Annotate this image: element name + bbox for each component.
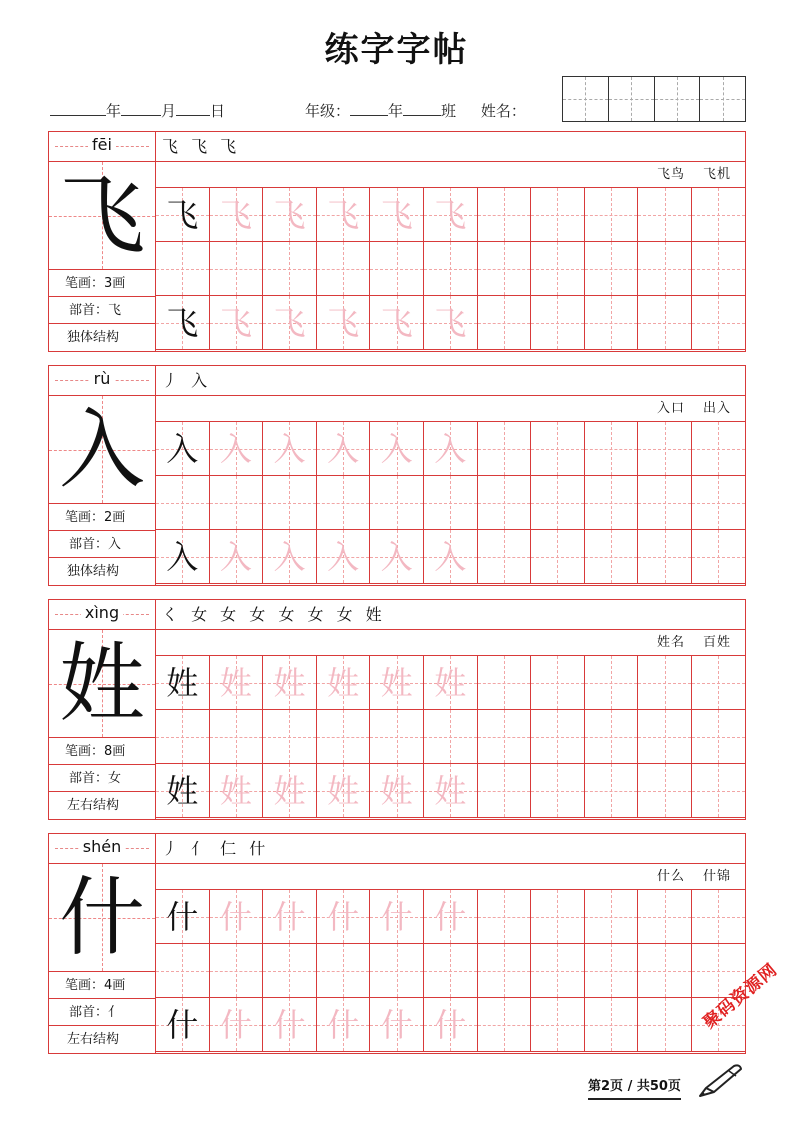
example-word: 飞机 <box>702 167 731 182</box>
practice-cell[interactable] <box>478 296 532 350</box>
practice-cell[interactable] <box>585 998 639 1052</box>
practice-cell[interactable] <box>317 890 371 944</box>
class-label: 班 <box>441 102 457 120</box>
practice-cell[interactable] <box>638 422 692 476</box>
character-info <box>49 600 156 819</box>
practice-cell[interactable] <box>478 944 532 998</box>
practice-cell[interactable] <box>263 656 317 710</box>
practice-cell[interactable] <box>370 656 424 710</box>
example-word: 飞鸟 <box>656 167 685 182</box>
model-character-box <box>49 630 155 738</box>
name-cell[interactable] <box>563 77 609 121</box>
practice-cell[interactable] <box>263 890 317 944</box>
practice-cell[interactable] <box>638 188 692 242</box>
practice-cell[interactable] <box>638 944 692 998</box>
practice-character: 什 <box>166 1006 199 1044</box>
example-word: 百姓 <box>702 635 731 650</box>
grade-blank[interactable] <box>350 101 388 116</box>
example-word: 什锦 <box>702 869 731 884</box>
practice-cell[interactable] <box>370 296 424 350</box>
practice-cell[interactable] <box>263 296 317 350</box>
year-blank[interactable] <box>50 101 106 116</box>
practice-cell[interactable] <box>692 422 746 476</box>
practice-cell[interactable] <box>370 476 424 530</box>
trace-character: 入 <box>327 430 360 468</box>
grade-line <box>305 100 526 121</box>
practice-cell[interactable] <box>263 998 317 1052</box>
practice-character: 入 <box>166 538 199 576</box>
day-blank[interactable] <box>176 101 210 116</box>
practice-cell[interactable] <box>424 764 478 818</box>
practice-cell[interactable] <box>156 656 210 710</box>
practice-cell[interactable] <box>478 710 532 764</box>
trace-character: 飞 <box>380 196 413 234</box>
character-block <box>48 131 746 352</box>
practice-cell[interactable] <box>531 944 585 998</box>
practice-cell[interactable] <box>478 764 532 818</box>
practice-cell[interactable] <box>478 242 532 296</box>
model-character-box <box>49 864 155 972</box>
model-character-box <box>49 396 155 504</box>
example-words <box>156 162 745 188</box>
trace-character: 什 <box>219 898 252 936</box>
practice-cell[interactable] <box>156 530 210 584</box>
trace-character: 入 <box>434 538 467 576</box>
practice-cell[interactable] <box>263 530 317 584</box>
practice-cell[interactable] <box>692 188 746 242</box>
pinyin <box>49 834 155 864</box>
stroke-count: 笔画：4画 <box>49 972 155 999</box>
character-block <box>48 833 746 1054</box>
stroke-order: 丿 亻 仁 什 <box>156 834 745 864</box>
trace-character: 什 <box>380 1006 413 1044</box>
practice-cell[interactable] <box>210 242 264 296</box>
practice-cell[interactable] <box>210 422 264 476</box>
example-word: 出入 <box>702 401 731 416</box>
pinyin-text: xìng <box>81 603 123 622</box>
stroke-order: 丿 入 <box>156 366 745 396</box>
practice-cell[interactable] <box>531 530 585 584</box>
practice-cell[interactable] <box>156 296 210 350</box>
trace-character: 姓 <box>273 772 306 810</box>
practice-cell[interactable] <box>531 296 585 350</box>
practice-cell[interactable] <box>585 188 639 242</box>
structure: 独体结构 <box>67 330 120 345</box>
model-character: 入 <box>59 400 145 500</box>
practice-cell[interactable] <box>424 710 478 764</box>
practice-cell[interactable] <box>263 764 317 818</box>
trace-character: 飞 <box>327 304 360 342</box>
trace-character: 入 <box>273 430 306 468</box>
practice-cell[interactable] <box>692 530 746 584</box>
class-blank[interactable] <box>403 101 441 116</box>
practice-cell[interactable] <box>478 890 532 944</box>
practice-cell[interactable] <box>585 764 639 818</box>
name-label: 姓名： <box>480 102 526 120</box>
trace-character: 入 <box>327 538 360 576</box>
trace-character: 什 <box>327 1006 360 1044</box>
practice-character: 什 <box>166 898 199 936</box>
trace-character: 什 <box>273 898 306 936</box>
practice-cell[interactable] <box>317 710 371 764</box>
trace-character: 飞 <box>434 196 467 234</box>
practice-cell[interactable] <box>424 998 478 1052</box>
practice-cell[interactable] <box>263 242 317 296</box>
character-info <box>49 132 156 351</box>
practice-cell[interactable] <box>156 998 210 1052</box>
month-label: 月 <box>161 102 177 120</box>
practice-cell[interactable] <box>210 890 264 944</box>
practice-cell[interactable] <box>263 476 317 530</box>
pinyin-text: fēi <box>88 135 116 154</box>
practice-cell[interactable] <box>638 656 692 710</box>
practice-cell[interactable] <box>210 710 264 764</box>
practice-cell[interactable] <box>263 944 317 998</box>
practice-cell[interactable] <box>210 296 264 350</box>
practice-cell[interactable] <box>156 242 210 296</box>
structure: 左右结构 <box>67 798 120 813</box>
pinyin-text: shén <box>79 837 125 856</box>
practice-cell[interactable] <box>263 188 317 242</box>
practice-cell[interactable] <box>210 476 264 530</box>
practice-cell[interactable] <box>585 296 639 350</box>
practice-cell[interactable] <box>210 656 264 710</box>
trace-character: 什 <box>327 898 360 936</box>
practice-character: 飞 <box>166 304 199 342</box>
practice-cell[interactable] <box>638 530 692 584</box>
example-words <box>156 396 745 422</box>
practice-cell[interactable] <box>585 656 639 710</box>
practice-cell[interactable] <box>585 242 639 296</box>
practice-cell[interactable] <box>424 476 478 530</box>
month-blank[interactable] <box>121 101 161 116</box>
trace-character: 入 <box>219 430 252 468</box>
practice-cell[interactable] <box>638 476 692 530</box>
trace-character: 飞 <box>327 196 360 234</box>
practice-cell[interactable] <box>370 890 424 944</box>
practice-cell[interactable] <box>317 944 371 998</box>
trace-character: 姓 <box>219 772 252 810</box>
radical: 部首：亻 <box>49 999 155 1026</box>
practice-cell[interactable] <box>424 656 478 710</box>
practice-cell[interactable] <box>692 764 746 818</box>
practice-cell[interactable] <box>531 422 585 476</box>
practice-cell[interactable] <box>370 188 424 242</box>
practice-cell[interactable] <box>370 242 424 296</box>
practice-cell[interactable] <box>531 890 585 944</box>
practice-cell[interactable] <box>692 476 746 530</box>
practice-cell[interactable] <box>317 530 371 584</box>
practice-cell[interactable] <box>638 710 692 764</box>
practice-grid <box>156 656 746 819</box>
stroke-order: く 女 女 女 女 女 女 姓 <box>156 600 745 630</box>
example-word: 入口 <box>656 401 685 416</box>
trace-character: 姓 <box>380 664 413 702</box>
practice-cell[interactable] <box>638 998 692 1052</box>
practice-cell[interactable] <box>210 944 264 998</box>
radical: 部首：飞 <box>49 297 155 324</box>
practice-cell[interactable] <box>263 710 317 764</box>
example-words <box>156 630 745 656</box>
radical: 部首：入 <box>49 531 155 558</box>
practice-cell[interactable] <box>317 998 371 1052</box>
practice-cell[interactable] <box>370 764 424 818</box>
practice-character: 姓 <box>166 664 199 702</box>
model-character: 飞 <box>59 166 145 266</box>
name-cell[interactable] <box>655 77 701 121</box>
character-block <box>48 365 746 586</box>
date-line <box>50 100 225 121</box>
stroke-count: 笔画：8画 <box>49 738 155 765</box>
practice-cell[interactable] <box>585 422 639 476</box>
practice-cell[interactable] <box>692 890 746 944</box>
trace-character: 姓 <box>327 664 360 702</box>
pen-icon <box>696 1062 744 1100</box>
practice-cell[interactable] <box>638 890 692 944</box>
practice-cell[interactable] <box>638 296 692 350</box>
practice-cell[interactable] <box>317 764 371 818</box>
practice-cell[interactable] <box>317 422 371 476</box>
trace-character: 飞 <box>273 196 306 234</box>
trace-character: 姓 <box>327 772 360 810</box>
practice-cell[interactable] <box>156 476 210 530</box>
structure: 左右结构 <box>67 1032 120 1047</box>
practice-cell[interactable] <box>478 422 532 476</box>
trace-character: 什 <box>434 898 467 936</box>
trace-character: 入 <box>219 538 252 576</box>
practice-cell[interactable] <box>210 764 264 818</box>
radical: 部首：女 <box>49 765 155 792</box>
year-label: 年 <box>106 102 122 120</box>
practice-cell[interactable] <box>210 188 264 242</box>
day-label: 日 <box>210 102 226 120</box>
practice-cell[interactable] <box>478 656 532 710</box>
practice-cell[interactable] <box>692 710 746 764</box>
practice-cell[interactable] <box>210 530 264 584</box>
page-number: 第2页 / 共50页 <box>588 1075 681 1100</box>
trace-character: 姓 <box>219 664 252 702</box>
character-block <box>48 599 746 820</box>
trace-character: 飞 <box>273 304 306 342</box>
practice-cell[interactable] <box>692 242 746 296</box>
practice-cell[interactable] <box>317 296 371 350</box>
example-word: 姓名 <box>656 635 685 650</box>
practice-cell[interactable] <box>317 242 371 296</box>
practice-grid <box>156 422 746 585</box>
name-cell[interactable] <box>609 77 655 121</box>
grade-label: 年级： <box>305 102 351 120</box>
practice-grid <box>156 890 746 1053</box>
practice-cell[interactable] <box>478 476 532 530</box>
character-info <box>49 834 156 1053</box>
practice-cell[interactable] <box>370 998 424 1052</box>
practice-cell[interactable] <box>692 656 746 710</box>
trace-character: 什 <box>273 1006 306 1044</box>
stroke-count: 笔画：2画 <box>49 504 155 531</box>
trace-character: 入 <box>434 430 467 468</box>
practice-cell[interactable] <box>585 530 639 584</box>
page-title: 练字字帖 <box>324 30 469 70</box>
practice-cell[interactable] <box>424 422 478 476</box>
trace-character: 什 <box>380 898 413 936</box>
practice-cell[interactable] <box>531 188 585 242</box>
pinyin <box>49 366 155 396</box>
practice-cell[interactable] <box>156 422 210 476</box>
pinyin <box>49 132 155 162</box>
practice-cell[interactable] <box>585 476 639 530</box>
practice-cell[interactable] <box>317 656 371 710</box>
practice-cell[interactable] <box>478 188 532 242</box>
practice-cell[interactable] <box>478 998 532 1052</box>
trace-character: 飞 <box>219 304 252 342</box>
practice-cell[interactable] <box>156 764 210 818</box>
model-character-box <box>49 162 155 270</box>
structure: 独体结构 <box>67 564 120 579</box>
practice-cell[interactable] <box>370 530 424 584</box>
practice-cell[interactable] <box>478 530 532 584</box>
practice-cell[interactable] <box>156 710 210 764</box>
practice-cell[interactable] <box>370 710 424 764</box>
example-word: 什么 <box>656 869 685 884</box>
pinyin-text: rù <box>90 369 115 388</box>
model-character: 什 <box>59 868 145 968</box>
practice-cell[interactable] <box>263 422 317 476</box>
watermark: 聚码资源网 <box>699 959 782 1034</box>
trace-character: 入 <box>273 538 306 576</box>
practice-cell[interactable] <box>638 764 692 818</box>
practice-cell[interactable] <box>370 422 424 476</box>
grade-year-label: 年 <box>388 102 404 120</box>
trace-character: 飞 <box>434 304 467 342</box>
trace-character: 飞 <box>380 304 413 342</box>
trace-character: 入 <box>380 538 413 576</box>
practice-cell[interactable] <box>424 530 478 584</box>
practice-character: 姓 <box>166 772 199 810</box>
character-info <box>49 366 156 585</box>
practice-cell[interactable] <box>585 710 639 764</box>
example-words <box>156 864 745 890</box>
practice-grid <box>156 188 746 351</box>
practice-cell[interactable] <box>424 242 478 296</box>
trace-character: 飞 <box>219 196 252 234</box>
practice-cell[interactable] <box>531 656 585 710</box>
practice-cell[interactable] <box>424 188 478 242</box>
trace-character: 什 <box>219 1006 252 1044</box>
trace-character: 姓 <box>434 664 467 702</box>
practice-cell[interactable] <box>531 710 585 764</box>
practice-cell[interactable] <box>424 890 478 944</box>
practice-cell[interactable] <box>317 188 371 242</box>
trace-character: 入 <box>380 430 413 468</box>
practice-cell[interactable] <box>156 944 210 998</box>
name-box[interactable] <box>562 76 746 122</box>
model-character: 姓 <box>59 634 145 734</box>
stroke-order: 飞 飞 飞 <box>156 132 745 162</box>
practice-cell[interactable] <box>424 296 478 350</box>
practice-cell[interactable] <box>585 944 639 998</box>
practice-cell[interactable] <box>210 998 264 1052</box>
practice-cell[interactable] <box>531 764 585 818</box>
name-cell[interactable] <box>700 77 745 121</box>
trace-character: 姓 <box>434 772 467 810</box>
practice-cell[interactable] <box>531 242 585 296</box>
practice-cell[interactable] <box>531 476 585 530</box>
practice-cell[interactable] <box>638 242 692 296</box>
practice-character: 飞 <box>166 196 199 234</box>
practice-cell[interactable] <box>156 188 210 242</box>
trace-character: 姓 <box>380 772 413 810</box>
practice-cell[interactable] <box>156 890 210 944</box>
stroke-count: 笔画：3画 <box>49 270 155 297</box>
practice-cell[interactable] <box>317 476 371 530</box>
practice-cell[interactable] <box>585 890 639 944</box>
practice-cell[interactable] <box>531 998 585 1052</box>
trace-character: 什 <box>434 1006 467 1044</box>
practice-cell[interactable] <box>424 944 478 998</box>
practice-cell[interactable] <box>370 944 424 998</box>
practice-character: 入 <box>166 430 199 468</box>
pinyin <box>49 600 155 630</box>
practice-cell[interactable] <box>692 296 746 350</box>
trace-character: 姓 <box>273 664 306 702</box>
